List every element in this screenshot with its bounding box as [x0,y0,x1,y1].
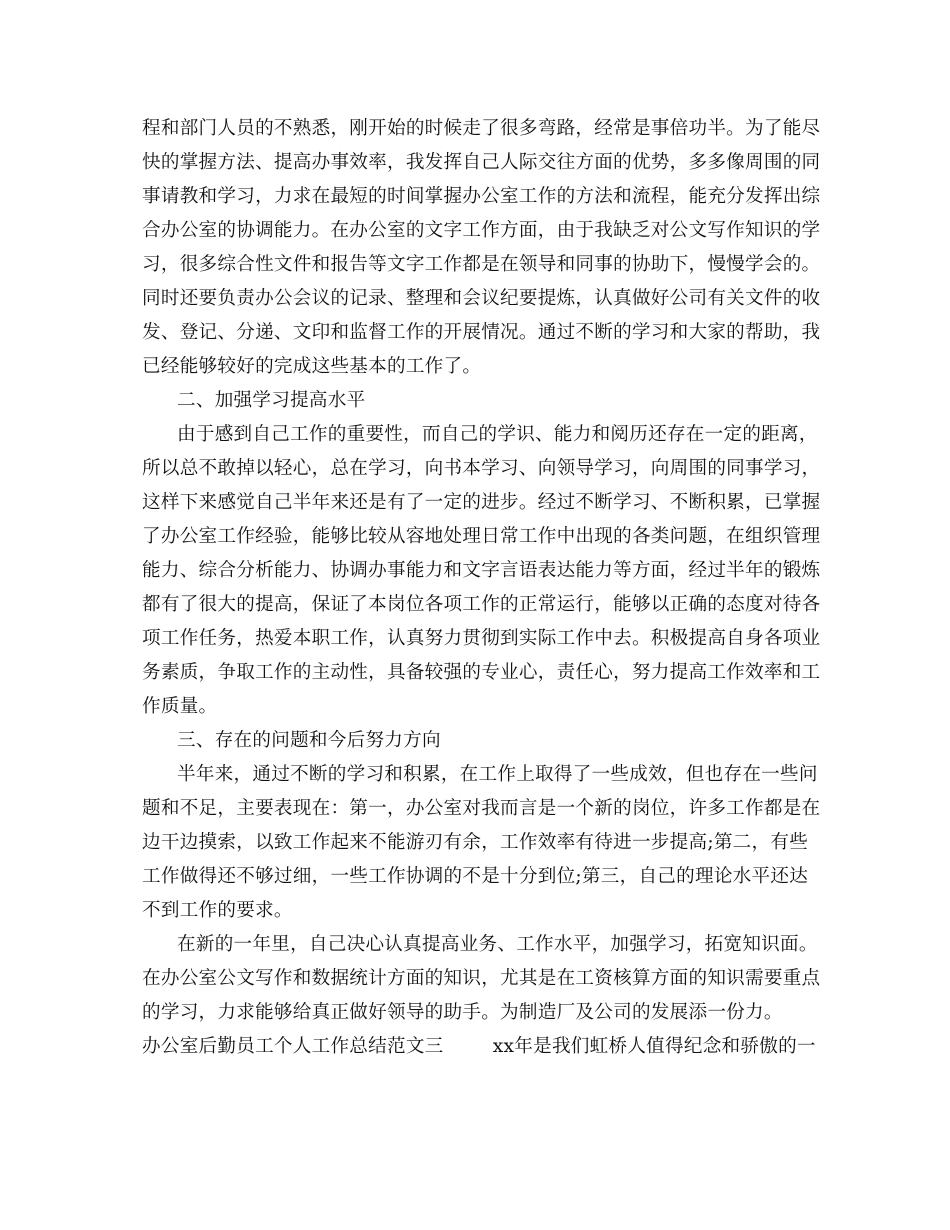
paragraph-line: 发、登记、分递、文印和监督工作的开展情况。通过不断的学习和大家的帮助，我 [142,322,821,343]
paragraph-line: 所以总不敢掉以轻心，总在学习，向书本学习、向领导学习，向周围的同事学习， [142,458,821,479]
paragraph-line: 由于感到自己工作的重要性，而自己的学识、能力和阅历还存在一定的距离， [177,424,818,445]
paragraph-line: 都有了很大的提高，保证了本岗位各项工作的正常运行，能够以正确的态度对待各 [142,594,821,615]
paragraph-line: 事请教和学习，力求在最短的时间掌握办公室工作的方法和流程，能充分发挥出综 [142,186,821,207]
paragraph-line: 在新的一年里，自己决心认真提高业务、工作水平，加强学习，拓宽知识面。 [177,934,818,955]
paragraph-line: 快的掌握方法、提高办事效率，我发挥自己人际交往方面的优势，多多像周围的同 [142,152,821,173]
paragraph-line: 作质量。 [142,696,218,717]
paragraph-line: 能力、综合分析能力、协调办事能力和文字言语表达能力等方面，经过半年的锻炼 [142,560,821,581]
paragraph-line: 合办公室的协调能力。在办公室的文字工作方面，由于我缺乏对公文写作知识的学 [142,220,821,241]
paragraph-line: 工作做得还不够过细，一些工作协调的不是十分到位;第三，自己的理论水平还达 [142,866,809,887]
paragraph-line: 的学习，力求能够给真正做好领导的助手。为制造厂及公司的发展添一份力。 [142,1002,783,1023]
paragraph-line: 在办公室公文写作和数据统计方面的知识，尤其是在工资核算方面的知识需要重点 [142,968,821,989]
next-article-title-line: 办公室后勤员工个人工作总结范文三 xx年是我们虹桥人值得纪念和骄傲的一 [142,1036,816,1057]
section-heading: 二、加强学习提高水平 [177,390,366,411]
paragraph-line: 了办公室工作经验，能够比较从容地处理日常工作中出现的各类问题，在组织管理 [142,526,821,547]
paragraph-line: 边干边摸索，以致工作起来不能游刃有余，工作效率有待进一步提高;第二，有些 [142,832,809,853]
paragraph-line: 已经能够较好的完成这些基本的工作了。 [142,356,482,377]
section-heading: 三、存在的问题和今后努力方向 [177,730,441,751]
paragraph-line: 务素质，争取工作的主动性，具备较强的专业心，责任心，努力提高工作效率和工 [142,662,821,683]
paragraph-line: 同时还要负责办公会议的记录、整理和会议纪要提炼，认真做好公司有关文件的收 [142,288,821,309]
paragraph-line: 项工作任务，热爱本职工作，认真努力贯彻到实际工作中去。积极提高自身各项业 [142,628,821,649]
paragraph-line: 习，很多综合性文件和报告等文字工作都是在领导和同事的协助下，慢慢学会的。 [142,254,821,275]
paragraph-line: 半年来，通过不断的学习和积累，在工作上取得了一些成效，但也存在一些问 [177,764,818,785]
paragraph-line: 程和部门人员的不熟悉，刚开始的时候走了很多弯路，经常是事倍功半。为了能尽 [142,118,821,139]
paragraph-line: 不到工作的要求。 [142,900,293,921]
paragraph-line: 这样下来感觉自己半年来还是有了一定的进步。经过不断学习、不断积累，已掌握 [142,492,821,513]
paragraph-line: 题和不足，主要表现在：第一，办公室对我而言是一个新的岗位，许多工作都是在 [142,798,821,819]
